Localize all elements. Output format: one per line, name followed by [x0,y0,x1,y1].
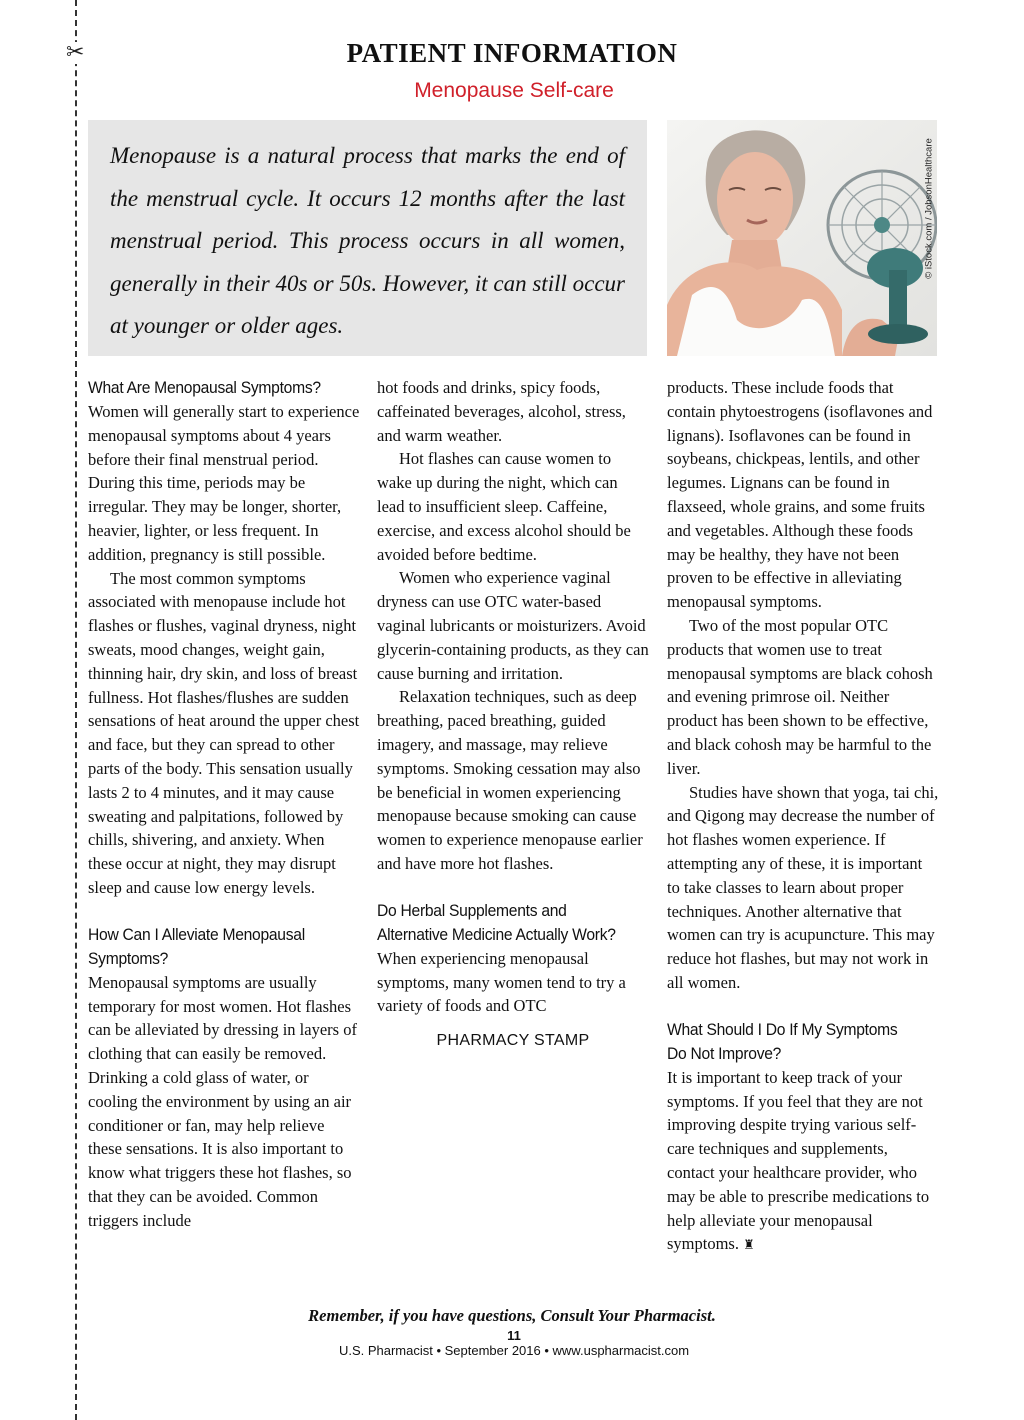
paragraph: Menopausal symptoms are usually temporary for most women. Hot flashes can be alleviated by dressing in layers of clothing that can easily be removed. Drinking a cold glass of water, or cooling the environment by using an air conditioner or fan, may help relieve these sensations. It is also important to know what triggers these hot flashes, so that they can be avoided. Common triggers include [88,972,357,1230]
woman-with-fan-photo [667,120,937,356]
column-1 [88,376,360,1233]
paragraph: products. These include foods that contain phytoestrogens (isoflavones and lignans). Isoflavones can be found in soybeans, chickpeas, lentils, and other legumes. Lignans can be found in flaxseed, whole grains, and some fruits and vegetables. Although these foods may be healthy, they have not been proven to be effective in alleviating menopausal symptoms. [667,378,933,612]
pharmacy-stamp-label: PHARMACY STAMP [436,1032,590,1050]
section-heading-symptoms: What Are Menopausal Symptoms? [88,378,321,397]
paragraph: Studies have shown that yoga, tai chi, and Qigong may decrease the number of hot flashes women experience. If attempting any of these, it is important to take classes to learn about proper techniques. Another alternative that women can try is acupuncture. This may reduce hot flashes, but may not work in all women. [667,782,939,992]
paragraph: Hot flashes can cause women to wake up during the night, which can lead to insufficient sleep. Caffeine, exercise, and excess alcohol should be avoided before bedtime. [377,449,631,564]
intro-box [88,120,647,356]
paragraph: hot foods and drinks, spicy foods, caffeinated beverages, alcohol, stress, and warm weather. [377,378,626,445]
paragraph-text: It is important to keep track of your symptoms. If you feel that they are not improving despite trying various self-care techniques and supplements, contact your healthcare provider, who may be able to prescribe medications to help alleviate your menopausal symptoms. [667,1067,930,1254]
paragraph: Women who experience vaginal dryness can use OTC water-based vaginal lubricants or moisturizers. Avoid glycerin-containing products, as they can cause burning and irritation. [377,568,649,683]
journal-line: U.S. Pharmacist • September 2016 • www.uspharmacist.com [338,1343,690,1358]
paragraph: Women will generally start to experience menopausal symptoms about 4 years before their final menstrual period. During this time, periods may be irregular. They may be longer, shorter, heavier, lighter, or less frequent. In addition, pregnancy is still possible. [88,402,360,564]
page-title: PATIENT INFORMATION [346,38,678,68]
paragraph [667,1066,939,1258]
column-3 [667,376,939,1258]
paragraph: Two of the most popular OTC products that women use to treat menopausal symptoms are black cohosh and evening primrose oil. Neither product has been shown to be effective, and black cohosh may be harmful to the liver. [667,615,933,778]
photo-illustration [667,120,937,356]
section-heading-alleviate: How Can I Alleviate Menopausal Symptoms? [88,924,305,968]
footer-note: Remember, if you have questions, Consult Your Pharmacist. [308,1306,716,1325]
intro-text: Menopause is a natural process that marks the end of the menstrual cycle. It occurs 12 months after the last menstrual period. This process occurs in all women, generally in their 40s or 50s. However, it can still occur at younger or older ages. [110,143,625,338]
column-2 [377,376,649,1050]
paragraph: The most common symptoms associated with menopause include hot flashes or flushes, vaginal dryness, night sweats, mood changes, weight gain, thinning hair, dry skin, and loss of breast fullness. Hot flashes/flushes are sudden sensations of heat around the upper chest and face, but they can spread to other parts of the body. This sensation usually lasts 2 to 4 minutes, and it may cause sweating and palpitations, followed by chills, shivering, and anxiety. When these occur at night, they may disrupt sleep and cause low energy levels. [88,568,360,897]
page-subtitle: Menopause Self-care [414,79,614,102]
paragraph: Relaxation techniques, such as deep breathing, paced breathing, guided imagery, and massage, may relieve symptoms. Smoking cessation may also be beneficial in women experiencing menopause because smoking can cause women to experience menopause earlier and have more hot flashes. [377,687,643,873]
cut-line [75,0,77,1420]
section-heading-herbal: Do Herbal Supplements and Alternative Medicine Actually Work? [377,900,616,944]
page-number: 11 [507,1328,521,1343]
end-mark-icon: ♜ [743,1238,755,1254]
photo-credit: © iStock.com / JobsonHealthcare [923,138,935,279]
scissors-icon: ✂ [66,40,85,65]
section-heading-not-improve: What Should I Do If My Symptoms Do Not Improve? [667,1019,898,1063]
paragraph: When experiencing menopausal symptoms, many women tend to try a variety of foods and OTC [377,948,626,1016]
